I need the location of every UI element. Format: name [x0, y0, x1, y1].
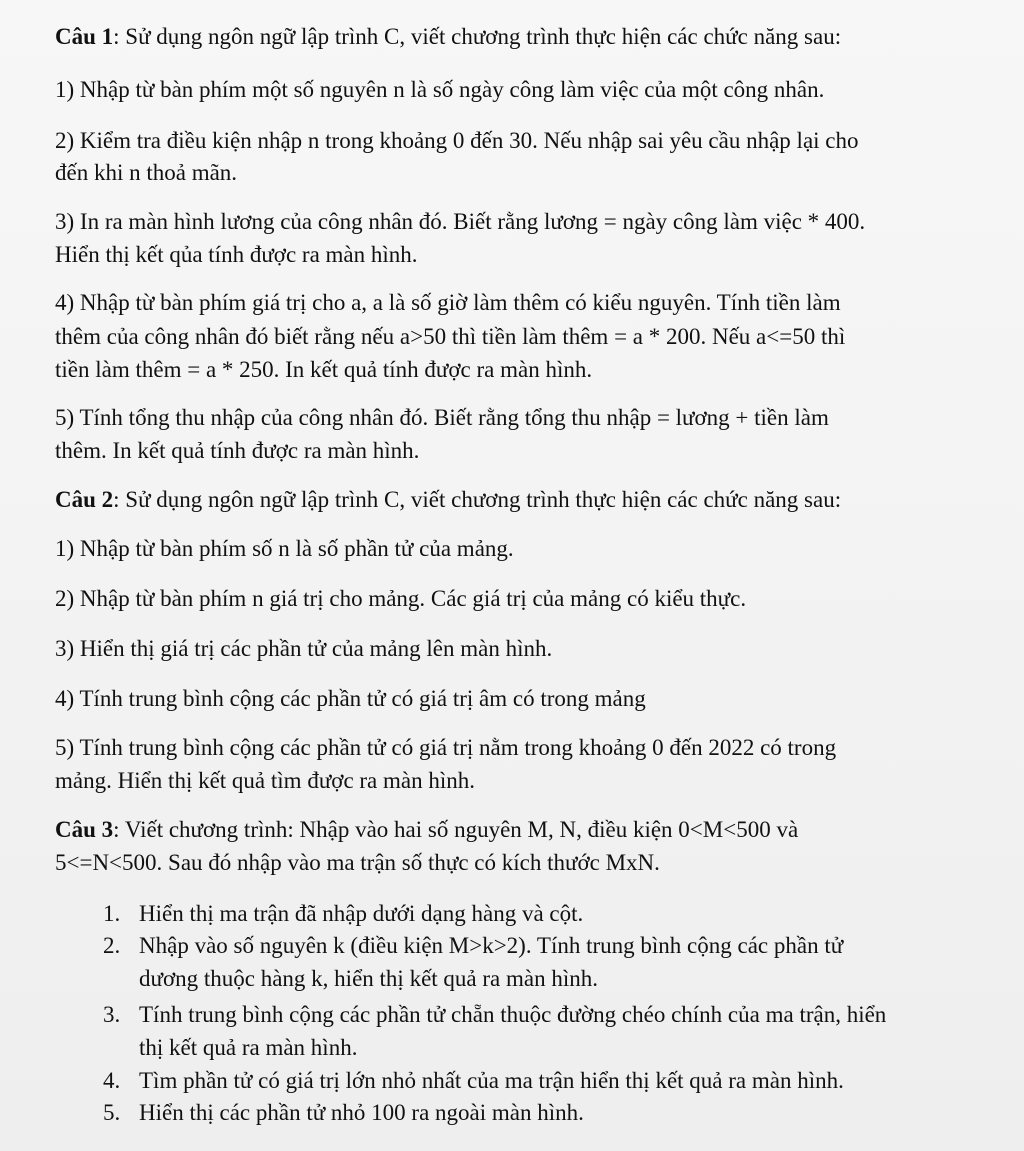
- question-1-intro: : Sử dụng ngôn ngữ lập trình C, viết chương trình thực hiện các chức năng sau:: [113, 24, 842, 49]
- question-1-heading: [55, 20, 1005, 54]
- q1-item-4-line-2: thêm của công nhân đó biết rằng nếu a>50 thì tiền làm thêm = a * 200. Nếu a<=50 thì: [55, 324, 846, 349]
- q3-item-2: [103, 929, 1008, 963]
- q3-item-5: [103, 1096, 1008, 1130]
- question-1-label: Câu 1: [55, 24, 114, 49]
- q3-item-1-number: 1.: [103, 901, 121, 926]
- q2-item-5-line-2: mảng. Hiển thị kết quả tìm được ra màn hình.: [55, 768, 476, 793]
- q2-item-3: 3) Hiển thị giá trị các phần tử của mảng lên màn hình.: [55, 636, 553, 661]
- question-3-intro-line-1: : Viết chương trình: Nhập vào hai số nguyên M, N, điều kiện 0<M<500 và: [113, 817, 799, 842]
- q1-item-5-line-2: thêm. In kết quả tính được ra màn hình.: [55, 438, 420, 463]
- q1-item-5-line-1: 5) Tính tổng thu nhập của công nhân đó. Biết rằng tổng thu nhập = lương + tiền làm: [55, 405, 829, 430]
- question-3-intro-line-2: 5<=N<500. Sau đó nhập vào ma trận số thực có kích thước MxN.: [55, 850, 660, 875]
- question-3-heading: [55, 813, 1005, 847]
- q2-item-5-line-1: 5) Tính trung bình cộng các phần tử có giá trị nằm trong khoảng 0 đến 2022 có trong: [55, 735, 837, 760]
- question-2-label: Câu 2: [55, 487, 114, 512]
- q1-item-2-line-1: 2) Kiểm tra điều kiện nhập n trong khoảng 0 đến 30. Nếu nhập sai yêu cầu nhập lại cho: [55, 128, 859, 153]
- q3-item-3-text-line-2: thị kết quả ra màn hình.: [139, 1035, 358, 1060]
- q2-item-2: 2) Nhập từ bàn phím n giá trị cho mảng. Các giá trị của mảng có kiểu thực.: [55, 586, 747, 611]
- q2-item-1: 1) Nhập từ bàn phím số n là số phần tử của mảng.: [55, 536, 514, 561]
- q3-item-2-number: 2.: [103, 933, 121, 958]
- q3-item-3: [103, 998, 1008, 1032]
- question-2-intro: : Sử dụng ngôn ngữ lập trình C, viết chương trình thực hiện các chức năng sau:: [113, 487, 842, 512]
- q3-item-4: [103, 1064, 1008, 1098]
- q1-item-3-line-2: Hiển thị kết qủa tính được ra màn hình.: [55, 242, 418, 267]
- question-3-label: Câu 3: [55, 817, 114, 842]
- q3-item-5-text: Hiển thị các phần tử nhỏ 100 ra ngoài màn hình.: [139, 1100, 584, 1125]
- q1-item-1: 1) Nhập từ bàn phím một số nguyên n là số ngày công làm việc của một công nhân.: [55, 77, 825, 102]
- q3-item-2-text-line-1: Nhập vào số nguyên k (điều kiện M>k>2). Tính trung bình cộng các phần tử: [139, 933, 844, 958]
- q2-item-4: 4) Tính trung bình cộng các phần tử có giá trị âm có trong mảng: [55, 686, 646, 711]
- q1-item-3-line-1: 3) In ra màn hình lương của công nhân đó. Biết rằng lương = ngày công làm việc * 400.: [55, 209, 866, 234]
- q3-item-4-text: Tìm phần tử có giá trị lớn nhỏ nhất của ma trận hiển thị kết quả ra màn hình.: [139, 1068, 844, 1093]
- q3-item-3-number: 3.: [103, 1002, 121, 1027]
- q3-item-1-text: Hiển thị ma trận đã nhập dưới dạng hàng và cột.: [139, 901, 584, 926]
- q3-item-5-number: 5.: [103, 1100, 121, 1125]
- q3-item-2-text-line-2: dương thuộc hàng k, hiển thị kết quả ra màn hình.: [139, 966, 598, 991]
- q3-item-4-number: 4.: [103, 1068, 121, 1093]
- q3-item-3-text-line-1: Tính trung bình cộng các phần tử chẵn thuộc đường chéo chính của ma trận, hiển: [139, 1002, 887, 1027]
- q1-item-4-line-1: 4) Nhập từ bàn phím giá trị cho a, a là số giờ làm thêm có kiểu nguyên. Tính tiền làm: [55, 290, 841, 315]
- question-2-heading: [55, 483, 1005, 517]
- q1-item-2-line-2: đến khi n thoả mãn.: [55, 160, 238, 185]
- q1-item-4-line-3: tiền làm thêm = a * 250. In kết quả tính được ra màn hình.: [55, 357, 593, 382]
- q3-item-1: [103, 897, 1008, 931]
